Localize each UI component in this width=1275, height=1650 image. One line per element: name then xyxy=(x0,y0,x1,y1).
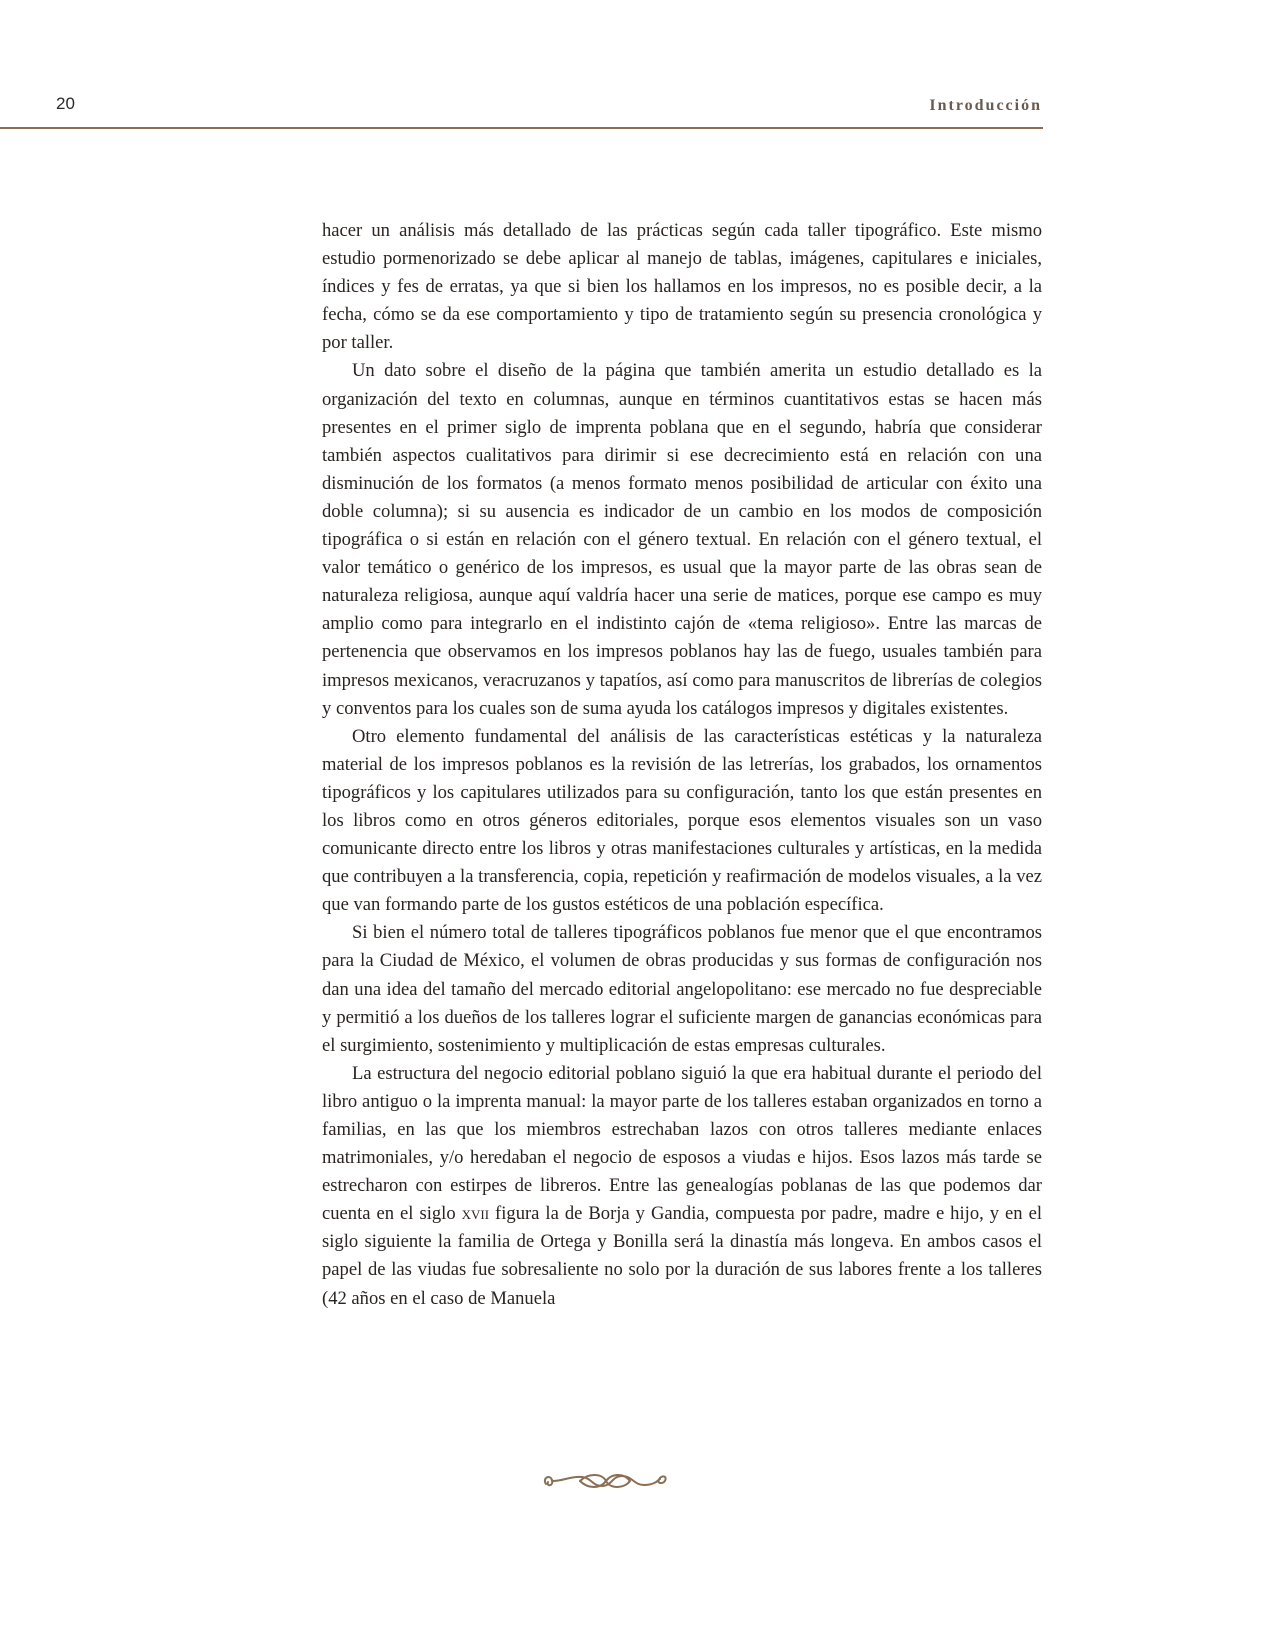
paragraph-5-text-after: figura la de Borja y Gandia, compuesta por padre, madre e hijo, y en el siglo siguiente la familia de Ortega y Bonilla será la dinastía más longeva. En ambos casos el papel de las viudas fue sobresaliente no solo por la duración de sus labores frente a los talleres (42 años en el caso de Manuela xyxy=(322,1203,1042,1309)
body-text xyxy=(322,217,1042,1313)
scroll-flourish-icon xyxy=(540,1468,670,1494)
paragraph-5 xyxy=(322,1060,1042,1313)
header-rule xyxy=(0,127,1043,129)
paragraph-5-text-before: La estructura del negocio editorial poblano siguió la que era habitual durante el periodo del libro antiguo o la imprenta manual: la mayor parte de los talleres estaban organizados en torno a familias, en las que los miembros estrechaban lazos con otros talleres mediante enlaces matrimoniales, y/o heredaban el negocio de esposos a viudas e hijos. Esos lazos más tarde se estrecharon con estirpes de libreros. Entre las genealogías poblanas de las que podemos dar cuenta en el siglo xyxy=(322,1062,1042,1225)
paragraph-4: Si bien el número total de talleres tipográficos poblanos fue menor que el que encontramos para la Ciudad de México, el volumen de obras producidas y sus formas de configuración nos dan una idea del tamaño del mercado editorial angelopolitano: ese mercado no fue despreciable y permitió a los dueños de los talleres lograr el suficiente margen de ganancias económicas para el surgimiento, sostenimiento y multiplicación de estas empresas culturales. xyxy=(322,922,1042,1056)
running-head: Introducción xyxy=(929,97,1042,114)
page-number: 20 xyxy=(56,94,75,113)
century-numeral: xvii xyxy=(461,1203,490,1225)
paragraph-1: hacer un análisis más detallado de las prácticas según cada taller tipográfico. Este mismo estudio pormenorizado se debe aplicar al manejo de tablas, imágenes, capitulares e iniciales, índices y fes de erratas, ya que si bien los hallamos en los impresos, no es posible decir, a la fecha, cómo se da ese comportamiento y tipo de tratamiento según su presencia cronológica y por taller. xyxy=(322,220,1042,354)
paragraph-3: Otro elemento fundamental del análisis de las características estéticas y la naturaleza material de los impresos poblanos es la revisión de las letrerías, los grabados, los ornamentos tipográficos y los capitulares utilizados para su configuración, tanto los que están presentes en los libros como en otros géneros editoriales, porque esos elementos visuales son un vaso comunicante directo entre los libros y otras manifestaciones culturales y artísticas, en la medida que contribuyen a la transferencia, copia, repetición y reafirmación de modelos visuales, a la vez que van formando parte de los gustos estéticos de una población específica. xyxy=(322,725,1042,916)
paragraph-2: Un dato sobre el diseño de la página que también amerita un estudio detallado es la organización del texto en columnas, aunque en términos cuantitativos estas se hacen más presentes en el primer siglo de imprenta poblana que en el segundo, habría que considerar también aspectos cualitativos para dirimir si ese decrecimiento está en relación con una disminución de los formatos (a menos formato menos posibilidad de articular con éxito una doble columna); si su ausencia es indicador de un cambio en los modos de composición tipográfica o si están en relación con el género textual. En relación con el género textual, el valor temático o genérico de los impresos, es usual que la mayor parte de las obras sean de naturaleza religiosa, aunque aquí valdría hacer una serie de matices, porque ese campo es muy amplio como para integrarlo en el indistinto cajón de «tema religioso». Entre las marcas de pertenencia que observamos en los impresos poblanos hay las de fuego, usuales también para impresos mexicanos, veracruzanos y tapatíos, así como para manuscritos de librerías de colegios y conventos para los cuales son de suma ayuda los catálogos impresos y digitales existentes. xyxy=(322,360,1042,719)
